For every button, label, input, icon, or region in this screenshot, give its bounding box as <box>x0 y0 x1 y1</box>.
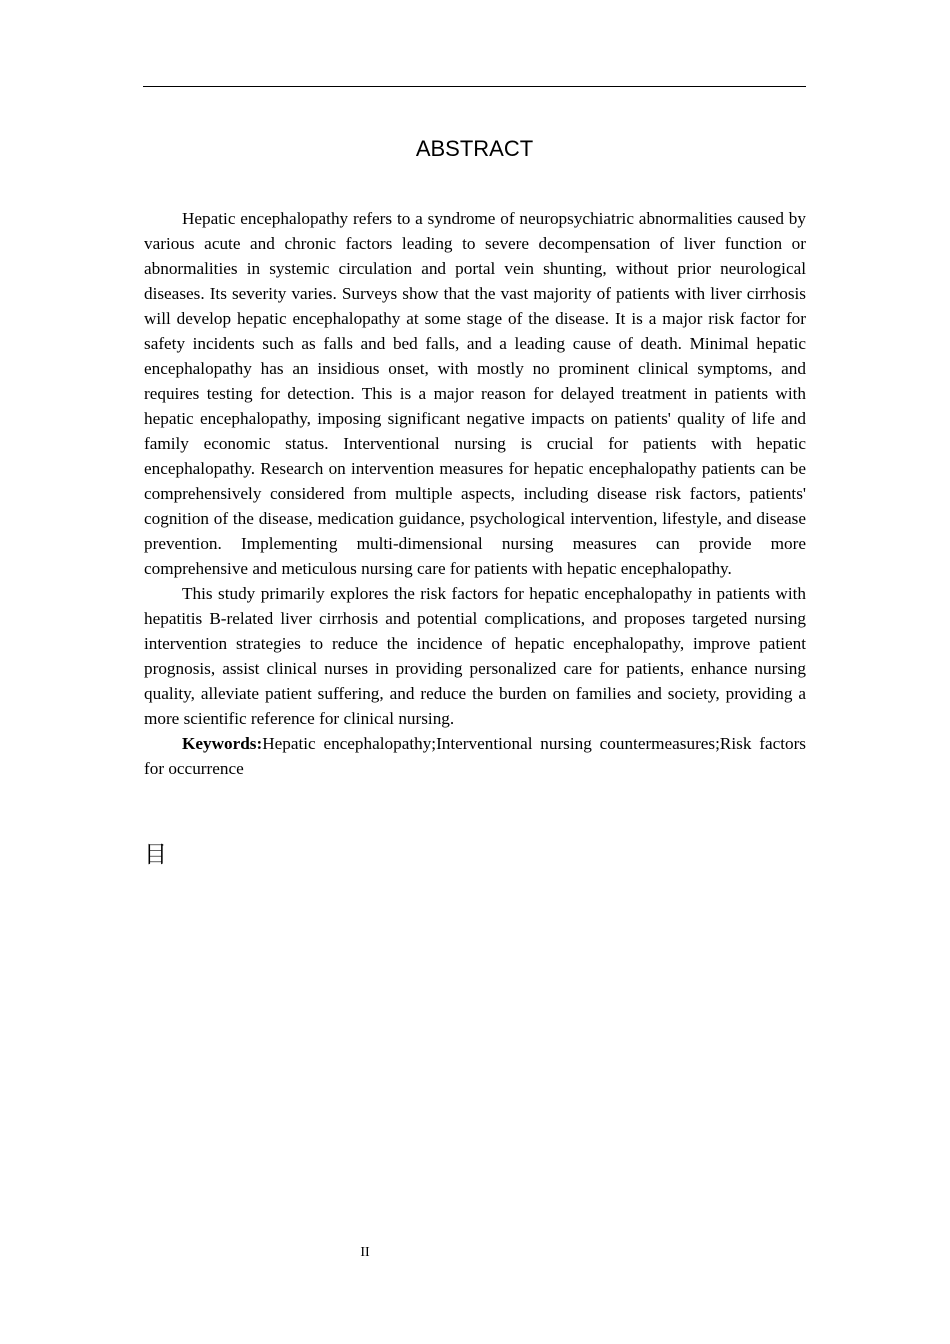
abstract-title: ABSTRACT <box>415 136 534 161</box>
header-rule <box>143 86 806 87</box>
page-number: II <box>360 1245 370 1260</box>
abstract-paragraph-1: Hepatic encephalopathy refers to a syndrome of neuropsychiatric abnormalities caused by various acute and chronic factors leading to severe decompensation of liver function or abnormalities in systemic circulation and portal vein shunting, without prior neurological diseases. Its severity varies. Surveys show that the vast majority of patients with liver cirrhosis will develop hepatic encephalopathy at some stage of the disease. It is a major risk factor for safety incidents such as falls and bed falls, and a leading cause of death. Minimal hepatic encephalopathy has an insidious onset, with mostly no prominent clinical symptoms, and requires testing for detection. This is a major reason for delayed treatment in patients with hepatic encephalopathy, imposing significant negative impacts on patients' quality of life and family economic status. Interventional nursing is crucial for patients with hepatic encephalopathy. Research on intervention measures for hepatic encephalopathy patients can be comprehensively considered from multiple aspects, including disease risk factors, patients' cognition of the disease, medication guidance, psychological intervention, lifestyle, and disease prevention. Implementing multi-dimensional nursing measures can provide more comprehensive and meticulous nursing care for patients with hepatic encephalopathy. <box>144 209 806 578</box>
toc-heading: 目 <box>144 842 167 868</box>
abstract-paragraph-2: This study primarily explores the risk factors for hepatic encephalopathy in patients with hepatitis B-related liver cirrhosis and potential complications, and proposes targeted nursing intervention strategies to reduce the incidence of hepatic encephalopathy, improve patient prognosis, assist clinical nurses in providing personalized care for patients, enhance nursing quality, alleviate patient suffering, and reduce the burden on families and society, providing a more scientific reference for clinical nursing. <box>144 584 806 728</box>
keywords-text: Hepatic encephalopathy;Interventional nursing countermeasures;Risk factors for occurrence <box>144 734 806 778</box>
keywords-line <box>144 731 806 781</box>
keywords-label: Keywords: <box>182 734 263 753</box>
abstract-body <box>144 206 806 781</box>
